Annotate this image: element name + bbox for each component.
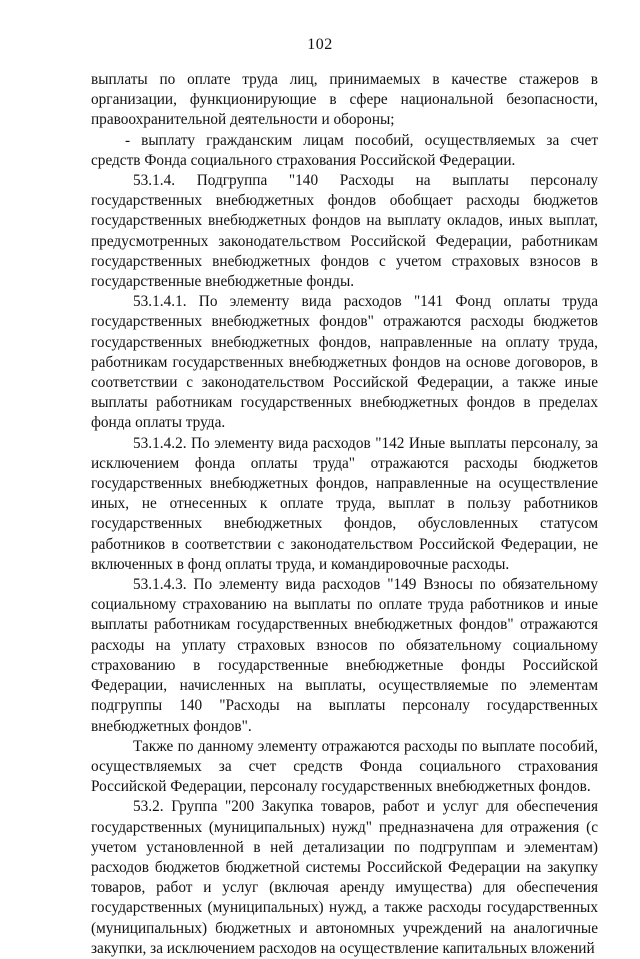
body-text <box>91 70 598 959</box>
paragraph-53-1-4-2: 53.1.4.2. По элементу вида расходов "142 Иные выплаты персоналу, за исключением фонда оплаты труда" отражаются расходы бюджетов государственных внебюджетных фондов, направленные на осуществление иных, не отнесенных к оплате труда, выплат в пользу работников государственных внебюджетных фондов, обусловленных статусом работников в соответствии с законодательством Российской Федерации, не включенных в фонд оплаты труда, и командировочные расходы. <box>91 434 598 573</box>
page-number: 102 <box>307 36 333 53</box>
paragraph-list-item: - выплату гражданским лицам пособий, осуществляемых за счет средств Фонда социального страхования Российской Федерации. <box>91 131 598 169</box>
paragraph-53-1-4-1: 53.1.4.1. По элементу вида расходов "141 Фонд оплаты труда государственных внебюджетных фондов" отражаются расходы бюджетов государственных внебюджетных фондов, направленные на оплату труда, работникам государственных внебюджетных фондов на основе договоров, в соответствии с законодательством Российской Федерации, а также иные выплаты работникам государственных внебюджетных фондов в пределах фонда оплаты труда. <box>91 293 598 432</box>
paragraph-continuation: выплаты по оплате труда лиц, принимаемых в качестве стажеров в организации, функционирующие в сфере национальной безопасности, правоохранительной деятельности и обороны; <box>91 71 598 129</box>
paragraph-53-2: 53.2. Группа "200 Закупка товаров, работ и услуг для обеспечения государственных (муниципальных) нужд" предназначена для отражения (с учетом установленной в ней детализации по подгруппам и элементам) расходов бюджетов бюджетной системы Российской Федерации на закупку товаров, работ и услуг (включая аренду имущества) для обеспечения государственных (муниципальных) нужд, а также расходы государственных (муниципальных) бюджетных и автономных учреждений на аналогичные закупки, за исключением расходов на осуществление капитальных вложений <box>91 798 598 957</box>
paragraph-53-1-4: 53.1.4. Подгруппа "140 Расходы на выплаты персоналу государственных внебюджетных фондов обобщает расходы бюджетов государственных внебюджетных фондов на выплату окладов, иных выплат, предусмотренных законодательством Российской Федерации, работникам государственных внебюджетных фондов с учетом страховых взносов в государственные внебюджетные фонды. <box>91 172 598 291</box>
paragraph-also: Также по данному элементу отражаются расходы по выплате пособий, осуществляемых за счет средств Фонда социального страхования Российской Федерации, персоналу государственных внебюджетных фондов. <box>91 737 598 796</box>
paragraph-53-1-4-3: 53.1.4.3. По элементу вида расходов "149 Взносы по обязательному социальному страхованию на выплаты по оплате труда работников и иные выплаты работникам государственных внебюджетных фондов" отражаются расходы на уплату страховых взносов по обязательному социальному страхованию в государственные внебюджетные фонды Российской Федерации, начисленных на выплаты, осуществляемые по элементам подгруппы 140 "Расходы на выплаты персоналу государственных внебюджетных фондов". <box>91 576 598 735</box>
